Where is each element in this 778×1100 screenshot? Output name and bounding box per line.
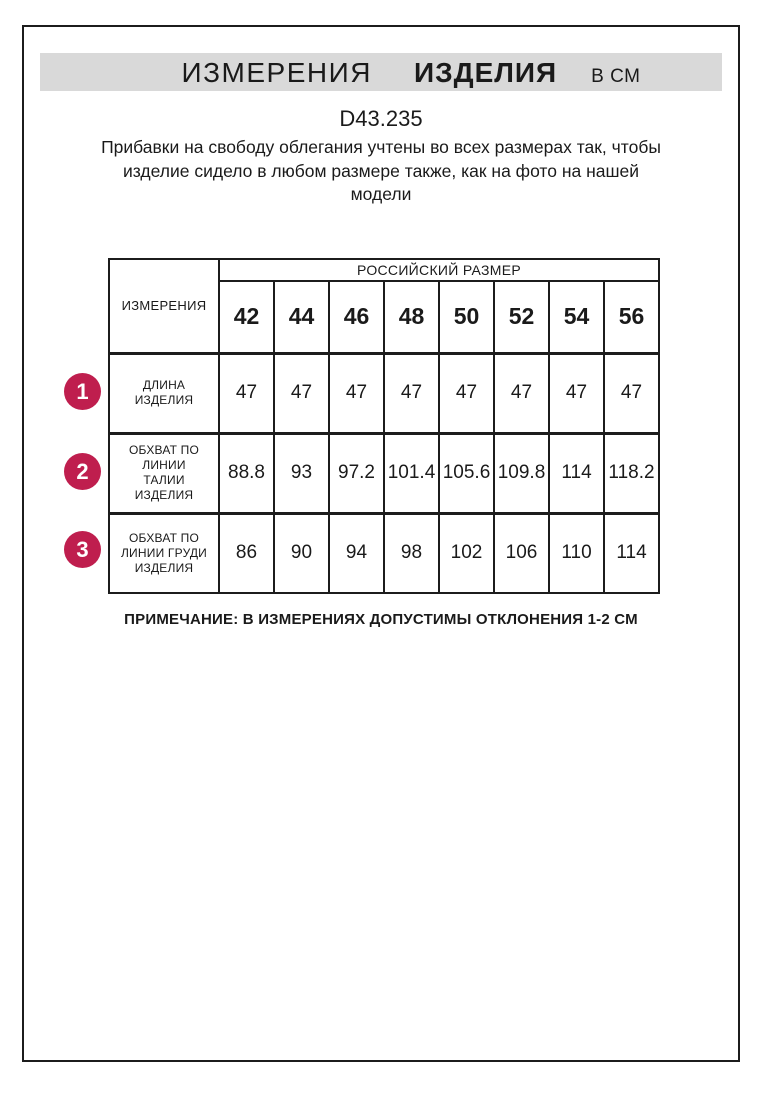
size-col-header: 46 — [329, 281, 384, 353]
size-table-area — [76, 258, 660, 594]
tolerance-note: ПРИМЕЧАНИЕ: В ИЗМЕРЕНИЯХ ДОПУСТИМЫ ОТКЛОНЕНИЯ 1-2 СМ — [124, 611, 638, 628]
row-number-badge-2: 2 — [64, 453, 101, 490]
size-col-header: 48 — [384, 281, 439, 353]
title-units: В СМ — [591, 66, 641, 87]
table-cell: 47 — [494, 353, 549, 433]
table-cell: 102 — [439, 513, 494, 593]
size-col-header: 54 — [549, 281, 604, 353]
size-table — [108, 258, 660, 594]
product-code: D43.235 — [339, 106, 423, 131]
table-cell: 105.6 — [439, 433, 494, 513]
table-cell: 47 — [274, 353, 329, 433]
table-cell: 93 — [274, 433, 329, 513]
row-number-badge-3: 3 — [64, 531, 101, 568]
size-col-header: 44 — [274, 281, 329, 353]
table-cell: 114 — [549, 433, 604, 513]
table-row-waist — [109, 433, 659, 513]
title-word-product: ИЗДЕЛИЯ — [413, 57, 558, 88]
fit-description: Прибавки на свободу облегания учтены во всех размерах так, чтобы изделие сидело в любом размере также, как на фото на нашей модели — [101, 137, 661, 204]
table-cell: 101.4 — [384, 433, 439, 513]
table-cell: 114 — [604, 513, 659, 593]
table-cell: 86 — [219, 513, 274, 593]
table-cell: 47 — [329, 353, 384, 433]
row-label: ДЛИНА ИЗДЕЛИЯ — [109, 353, 219, 433]
table-cell: 47 — [219, 353, 274, 433]
table-cell: 47 — [604, 353, 659, 433]
row-label: ОБХВАТ ПО ЛИНИИ ГРУДИ ИЗДЕЛИЯ — [109, 513, 219, 593]
table-cell: 90 — [274, 513, 329, 593]
table-row-chest — [109, 513, 659, 593]
size-col-header: 42 — [219, 281, 274, 353]
table-cell: 47 — [439, 353, 494, 433]
table-cell: 118.2 — [604, 433, 659, 513]
size-col-header: 52 — [494, 281, 549, 353]
table-cell: 94 — [329, 513, 384, 593]
page-border — [22, 25, 740, 1062]
russian-size-header: РОССИЙСКИЙ РАЗМЕР — [219, 259, 659, 281]
table-cell: 106 — [494, 513, 549, 593]
table-cell: 97.2 — [329, 433, 384, 513]
corner-header: ИЗМЕРЕНИЯ — [109, 259, 219, 353]
table-cell: 98 — [384, 513, 439, 593]
table-cell: 88.8 — [219, 433, 274, 513]
table-cell: 109.8 — [494, 433, 549, 513]
table-cell: 47 — [549, 353, 604, 433]
size-col-header: 50 — [439, 281, 494, 353]
table-row-length — [109, 353, 659, 433]
row-label: ОБХВАТ ПО ЛИНИИ ТАЛИИ ИЗДЕЛИЯ — [109, 433, 219, 513]
title-bar — [40, 53, 722, 91]
size-col-header: 56 — [604, 281, 659, 353]
row-number-badge-1: 1 — [64, 373, 101, 410]
table-group-header-row — [109, 259, 659, 281]
table-cell: 110 — [549, 513, 604, 593]
table-cell: 47 — [384, 353, 439, 433]
title-word-measurements: ИЗМЕРЕНИЯ — [181, 57, 372, 88]
